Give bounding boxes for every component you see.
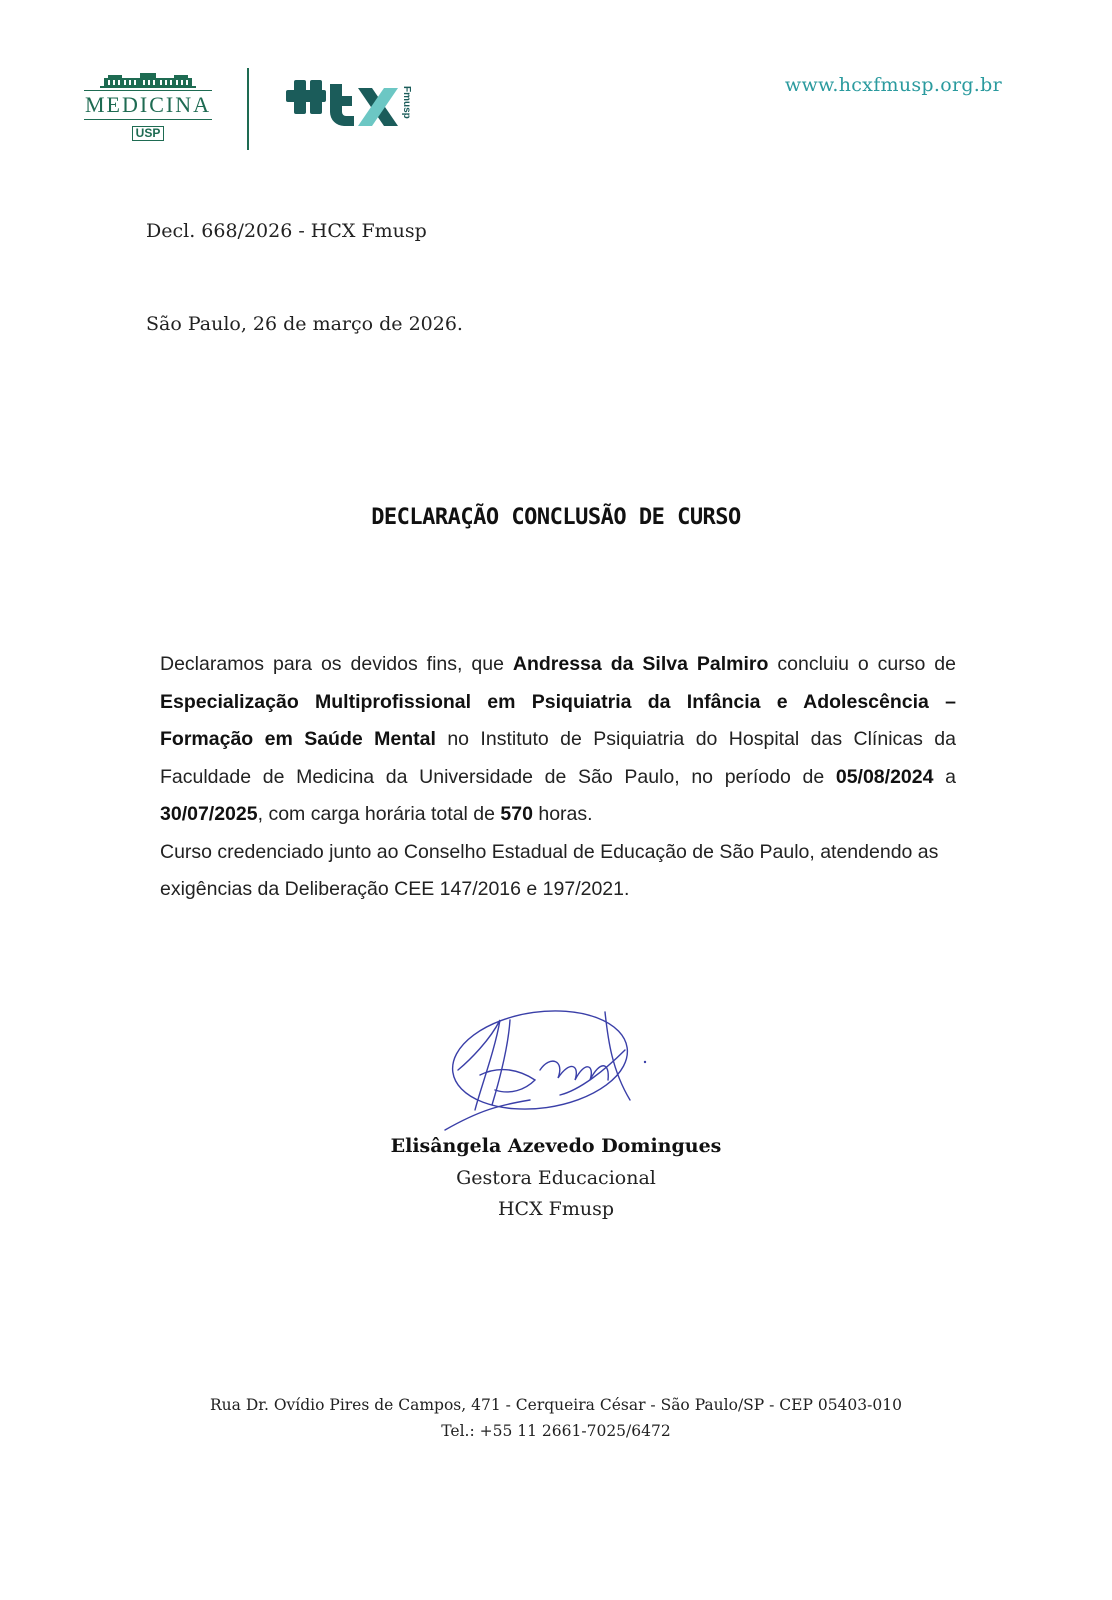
signer-organization: HCX Fmusp [497,1198,615,1220]
body-text: horas. [532,803,593,825]
body-text: a [933,765,956,788]
usp-wordmark: USP [132,126,165,141]
medicina-wordmark: MEDICINA [85,92,211,117]
place-date: São Paulo, 26 de março de 2026. [146,313,463,335]
medicina-usp-logo [78,72,218,152]
total-hours: 570 [500,803,533,825]
faculty-building-icon [100,72,196,88]
logo-rule [84,119,212,120]
hcx-logo-icon [286,78,426,134]
website-link[interactable]: www.hcxfmusp.org.br [784,74,1002,96]
declaration-reference: Decl. 668/2026 - HCX Fmusp [146,220,427,242]
handwritten-signature [440,1000,720,1135]
course-name: Especialização Multiprofissional em Psiquiatria da Infância e Adolescência – Formação em Saúde Mental [160,690,956,750]
hcx-fmusp-logo [286,78,426,134]
body-text: concluiu o curso de [768,653,956,675]
declaration-body [160,646,956,909]
document-title: DECLARAÇÃO CONCLUSÃO DE CURSO [371,505,741,530]
signature-icon [440,1000,720,1135]
signer-role: Gestora Educacional [456,1167,656,1189]
accreditation-text: Curso credenciado junto ao Conselho Estadual de Educação de São Paulo, atendendo as exigências da Deliberação CEE 147/2016 e 197/2021. [160,840,939,900]
end-date: 30/07/2025 [160,803,258,825]
logo-rule [84,90,212,91]
student-name: Andressa da Silva Palmiro [512,653,769,675]
signer-name: Elisângela Azevedo Domingues [390,1135,722,1157]
logo-divider [247,68,249,150]
body-text: Declaramos para os devidos fins, que [160,653,513,675]
body-text: no Instituto de Psiquiatria do Hospital das Clínicas da Faculdade de Medicina da Universidade de São Paulo, no período de [160,728,956,788]
start-date: 05/08/2024 [835,765,934,788]
footer-address: Rua Dr. Ovídio Pires de Campos, 471 - Cerqueira César - São Paulo/SP - CEP 05403-010 [210,1396,902,1414]
svg-text:Fmusp: Fmusp [401,86,412,119]
footer-phone: Tel.: +55 11 2661-7025/6472 [441,1422,671,1440]
body-text: , com carga horária total de [257,803,501,825]
